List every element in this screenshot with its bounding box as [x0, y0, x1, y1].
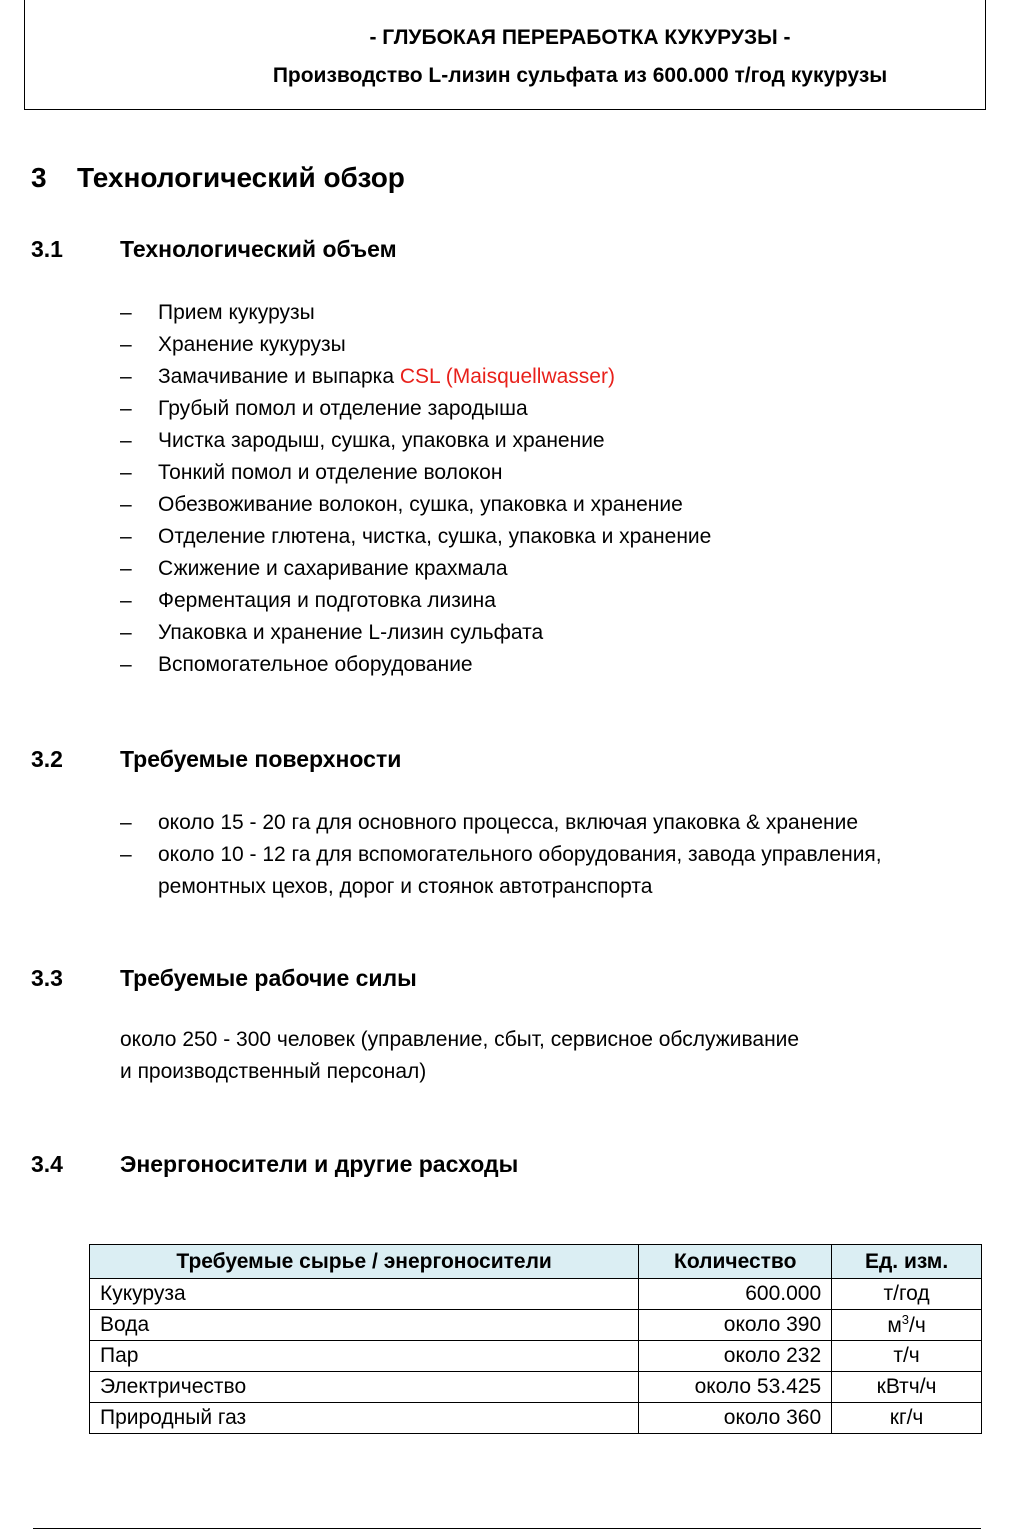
list-item: – Упаковка и хранение L-лизин сульфата — [120, 617, 711, 649]
cell-resource: Электричество — [90, 1372, 639, 1403]
document-header — [24, 0, 986, 110]
list-item: – Хранение кукурузы — [120, 329, 711, 361]
section-3-1-title: Технологический объем — [120, 236, 397, 262]
list-item: – Замачивание и выпарка CSL (Maisquellwasser) — [120, 361, 711, 393]
section-3-title: Технологический обзор — [77, 162, 405, 193]
table-row — [90, 1279, 982, 1310]
list-item: – Обезвоживание волокон, сушка, упаковка и хранение — [120, 489, 711, 521]
list-item: – Сжижение и сахаривание крахмала — [120, 553, 711, 585]
table-row — [90, 1372, 982, 1403]
cell-resource: Природный газ — [90, 1403, 639, 1434]
list-item: – около 10 - 12 га для вспомогательного оборудования, завода управления, ремонтных цехов, дорог и стоянок автотранспорта — [120, 839, 882, 903]
dash-bullet: – — [120, 301, 132, 324]
cell-unit: кг/ч — [832, 1403, 982, 1434]
cell-unit: т/ч — [832, 1341, 982, 1372]
cell-unit: т/год — [832, 1279, 982, 1310]
dash-bullet: – — [120, 525, 132, 548]
section-3-1-number: 3.1 — [31, 236, 63, 262]
section-3-2-heading — [31, 746, 401, 773]
section-3-2-number: 3.2 — [31, 746, 63, 772]
section-3-4-number: 3.4 — [31, 1151, 63, 1177]
section-3-1-list — [120, 297, 711, 681]
section-3-3-number: 3.3 — [31, 965, 63, 991]
section-3-4-heading — [31, 1151, 518, 1178]
header-title: - ГЛУБОКАЯ ПЕРЕРАБОТКА КУКУРУЗЫ - — [369, 26, 791, 49]
dash-bullet: – — [120, 493, 132, 516]
table-row — [90, 1341, 982, 1372]
dash-bullet: – — [120, 557, 132, 580]
dash-bullet: – — [120, 333, 132, 356]
dash-bullet: – — [120, 589, 132, 612]
cell-quantity: около 232 — [639, 1341, 832, 1372]
section-3-number: 3 — [31, 162, 47, 193]
cell-resource: Пар — [90, 1341, 639, 1372]
dash-bullet: – — [120, 397, 132, 420]
section-3-3-text: около 250 - 300 человек (управление, сбыт, сервисное обслуживание и производственный персонал) — [120, 1028, 800, 1083]
cell-quantity: около 390 — [639, 1310, 832, 1341]
cell-resource: Вода — [90, 1310, 639, 1341]
dash-bullet: – — [120, 365, 132, 388]
cell-quantity: около 53.425 — [639, 1372, 832, 1403]
section-3-3-heading — [31, 965, 417, 992]
csl-highlight: CSL (Maisquellwasser) — [399, 365, 615, 388]
cell-quantity: 600.000 — [639, 1279, 832, 1310]
list-item: – Вспомогательное оборудование — [120, 649, 711, 681]
table-row — [90, 1310, 982, 1341]
resources-table — [89, 1244, 982, 1434]
list-item: – Прием кукурузы — [120, 297, 711, 329]
cell-resource: Кукуруза — [90, 1279, 639, 1310]
list-item: – около 15 - 20 га для основного процесса, включая упаковка & хранение — [120, 807, 882, 839]
section-3-heading — [31, 162, 405, 194]
table-header-row — [90, 1245, 982, 1279]
list-item: – Грубый помол и отделение зародыша — [120, 393, 711, 425]
column-header-unit: Ед. изм. — [832, 1245, 982, 1279]
section-3-1-heading — [31, 236, 397, 263]
dash-bullet: – — [120, 811, 132, 834]
list-item: – Тонкий помол и отделение волокон — [120, 457, 711, 489]
dash-bullet: – — [120, 621, 132, 644]
footer-divider — [33, 1528, 981, 1529]
cell-unit: $м^3/ч$ — [832, 1310, 982, 1341]
dash-bullet: – — [120, 653, 132, 676]
dash-bullet: – — [120, 429, 132, 452]
header-subtitle: Производство L-лизин сульфата из 600.000 т/год кукурузы — [272, 64, 888, 87]
section-3-2-list — [120, 807, 882, 903]
column-header-quantity: Количество — [639, 1245, 832, 1279]
dash-bullet: – — [120, 843, 132, 866]
section-3-3-title: Требуемые рабочие силы — [120, 965, 417, 991]
table-row — [90, 1403, 982, 1434]
section-3-2-title: Требуемые поверхности — [120, 746, 402, 772]
list-item: – Чистка зародыш, сушка, упаковка и хранение — [120, 425, 711, 457]
cell-quantity: около 360 — [639, 1403, 832, 1434]
section-3-4-title: Энергоносители и другие расходы — [120, 1151, 519, 1177]
list-item: – Отделение глютена, чистка, сушка, упаковка и хранение — [120, 521, 711, 553]
dash-bullet: – — [120, 461, 132, 484]
list-item: – Ферментация и подготовка лизина — [120, 585, 711, 617]
cell-unit: кВтч/ч — [832, 1372, 982, 1403]
column-header-resource: Требуемые сырье / энергоносители — [90, 1245, 639, 1279]
